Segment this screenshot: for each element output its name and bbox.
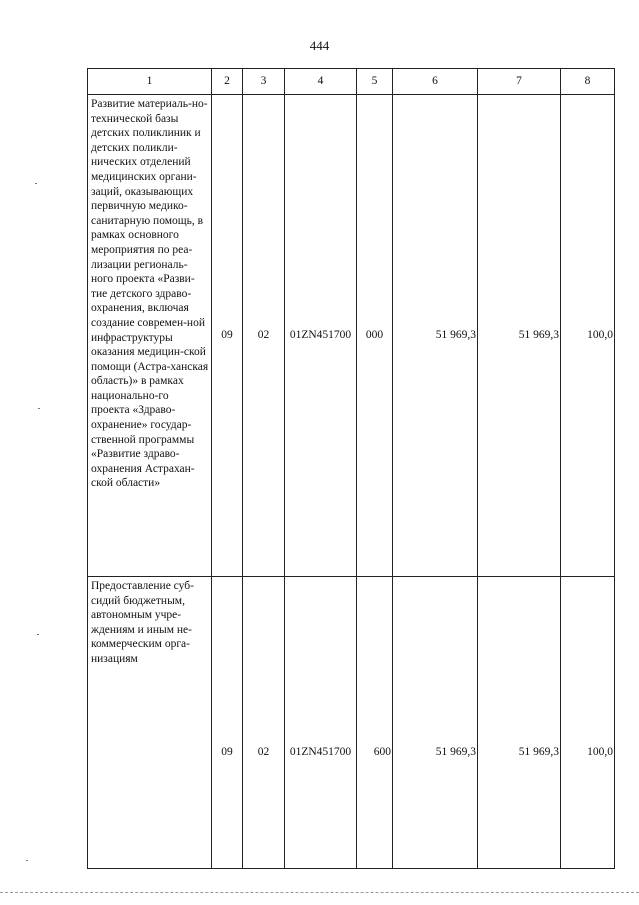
approved-amount: 51 969,3 [393,95,478,577]
header-cell-2: 2 [212,69,243,95]
approved-amount: 51 969,3 [393,577,478,869]
page-number: 444 [309,38,330,53]
header-cell-5: 5 [357,69,393,95]
target-article-code: 01ZN451700 [285,95,357,577]
section-code: 09 [212,95,243,577]
header-cell-4: 4 [285,69,357,95]
executed-amount: 51 969,3 [478,95,561,577]
table-row [88,577,615,869]
scan-bottom-edge [0,892,639,893]
expense-type-code: 600 [357,577,393,869]
budget-table [87,68,615,869]
executed-amount: 51 969,3 [478,577,561,869]
scan-speck [38,408,40,409]
header-cell-8: 8 [561,69,615,95]
scan-speck [35,183,37,184]
table-row [88,95,615,577]
target-article-code: 01ZN451700 [285,577,357,869]
row-description: Развитие материаль-но-технической базы детских поликлиник и детских поликли-нических отделений медицинских органи-заций, оказывающих первичную медико-санитарную помощь, в рамках основного мероприятия по реа-лизации региональ-ного проекта «Разви-тие детского здраво-охранения, включая создание современ-ной инфраструктуры оказания медицин-ской помощи (Астра-ханская область)» в рамках национально-го проекта «Здраво-охранение» государ-ственной программы «Развитие здраво-охранения Астрахан-ской области» [88,95,212,577]
header-row [88,69,615,95]
expense-type-code: 000 [357,95,393,577]
header-cell-3: 3 [243,69,285,95]
section-code: 09 [212,577,243,869]
scan-speck [37,634,39,635]
execution-percent: 100,0 [561,95,615,577]
header-cell-6: 6 [393,69,478,95]
subsection-code: 02 [243,577,285,869]
subsection-code: 02 [243,95,285,577]
header-cell-1: 1 [88,69,212,95]
scan-speck [26,860,28,861]
execution-percent: 100,0 [561,577,615,869]
row-description: Предоставление суб-сидий бюджетным, автономным учре-ждениям и иным не-коммерческим орга-низациям [88,577,212,869]
header-cell-7: 7 [478,69,561,95]
